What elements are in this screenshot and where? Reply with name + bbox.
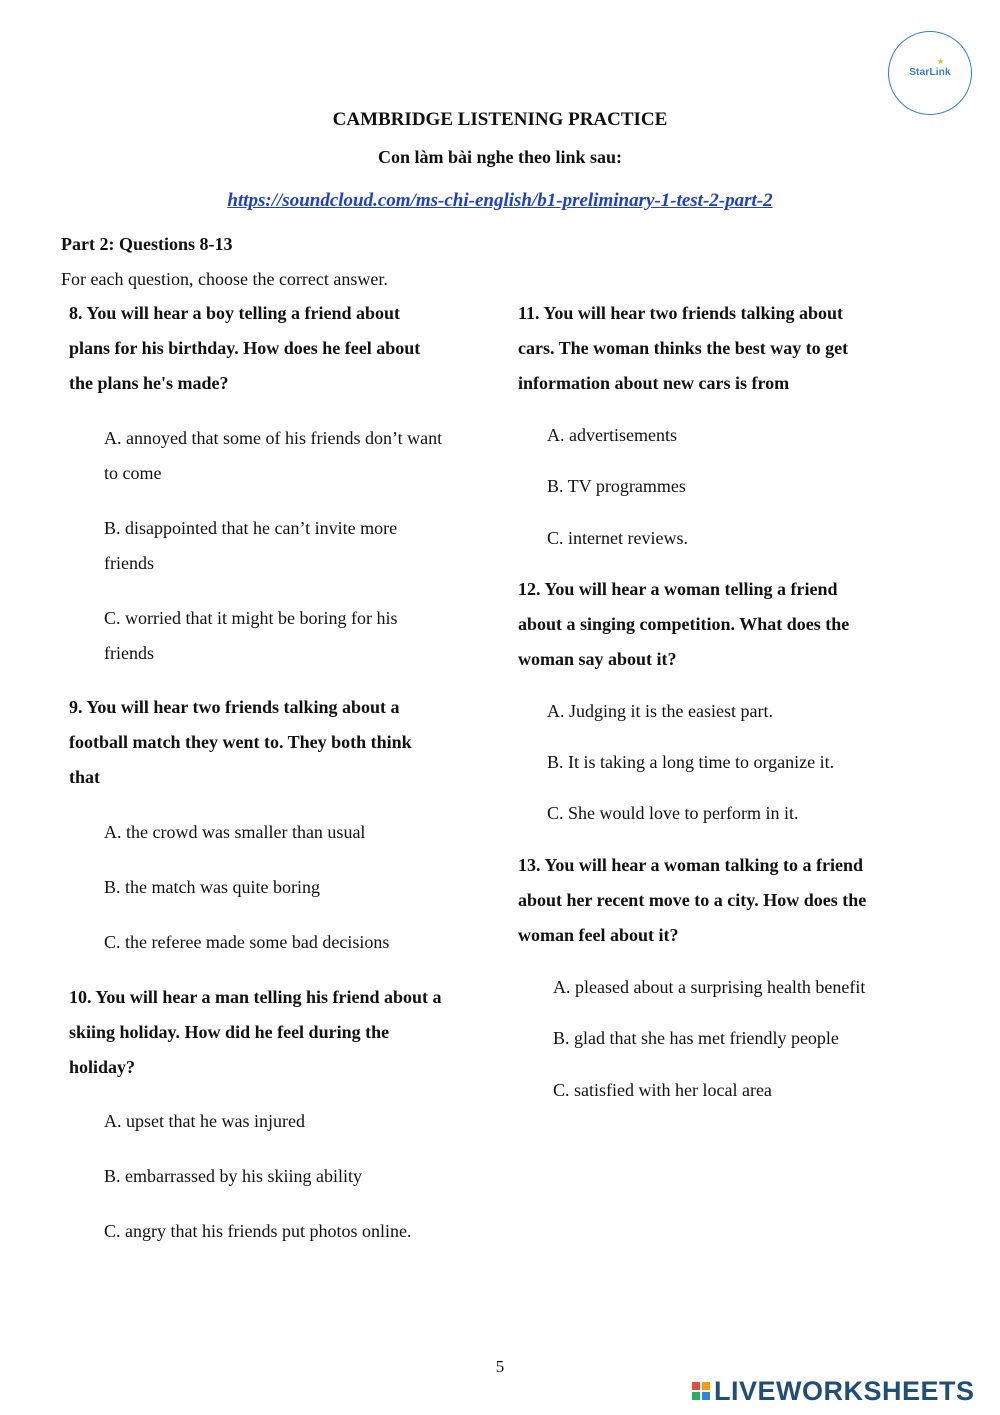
option-line: friends [104, 553, 154, 573]
question-8-stem [69, 296, 509, 401]
option-line: to come [104, 463, 162, 483]
question-9-option-a[interactable]: A. the crowd was smaller than usual [104, 822, 366, 842]
watermark-text: LIVEWORKSHEETS [714, 1375, 975, 1406]
page-number: 5 [495, 1357, 505, 1376]
audio-link[interactable]: https://soundcloud.com/ms-chi-english/b1-preliminary-1-test-2-part-2 [227, 190, 773, 211]
question-10-stem [69, 980, 509, 1085]
stem-line: 10. You will hear a man telling his friend about a [69, 987, 442, 1007]
stem-line: 13. You will hear a woman talking to a friend [518, 855, 864, 875]
stem-line: 12. You will hear a woman telling a friend [518, 579, 838, 599]
stem-line: about her recent move to a city. How does the [518, 890, 867, 910]
liveworksheets-watermark [692, 1374, 975, 1408]
question-13-stem [518, 848, 938, 953]
page-subtitle: Con làm bài nghe theo link sau: [377, 147, 623, 167]
liveworksheets-icon [692, 1382, 710, 1400]
question-13-option-b[interactable]: B. glad that she has met friendly people [553, 1028, 839, 1048]
stem-line: cars. The woman thinks the best way to get [518, 338, 849, 358]
stem-line: woman say about it? [518, 649, 677, 669]
icon-square [702, 1392, 710, 1400]
starlink-logo [888, 31, 972, 115]
option-line: A. annoyed that some of his friends don’t want [104, 428, 443, 448]
option-line: friends [104, 643, 154, 663]
icon-square [692, 1382, 700, 1390]
question-8-option-c[interactable] [104, 601, 504, 671]
question-8-option-a[interactable] [104, 421, 504, 491]
question-9-option-c[interactable]: C. the referee made some bad decisions [104, 932, 390, 952]
question-11-option-a[interactable]: A. advertisements [547, 425, 677, 445]
question-12-option-c[interactable]: C. She would love to perform in it. [547, 803, 799, 823]
stem-line: the plans he's made? [69, 373, 229, 393]
stem-line: plans for his birthday. How does he feel about [69, 338, 421, 358]
star-icon: ★ [937, 57, 945, 66]
question-8 [69, 296, 509, 401]
question-11-stem [518, 296, 938, 401]
stem-line: football match they went to. They both think [69, 732, 412, 752]
stem-line: about a singing competition. What does the [518, 614, 850, 634]
part-instruction: For each question, choose the correct answer. [61, 269, 388, 289]
question-9-option-b[interactable]: B. the match was quite boring [104, 877, 320, 897]
question-13-option-a[interactable]: A. pleased about a surprising health benefit [553, 977, 866, 997]
logo-text: StarLink [909, 67, 951, 78]
icon-square [702, 1382, 710, 1390]
question-12-stem [518, 572, 938, 677]
question-12-option-a[interactable]: A. Judging it is the easiest part. [547, 701, 773, 721]
question-10-option-b[interactable]: B. embarrassed by his skiing ability [104, 1166, 362, 1186]
stem-line: woman feel about it? [518, 925, 679, 945]
stem-line: skiing holiday. How did he feel during the [69, 1022, 390, 1042]
option-line: C. worried that it might be boring for his [104, 608, 398, 628]
question-9-stem [69, 690, 509, 795]
question-10-option-c[interactable]: C. angry that his friends put photos online. [104, 1221, 412, 1241]
question-10-option-a[interactable]: A. upset that he was injured [104, 1111, 305, 1131]
question-8-option-b[interactable] [104, 511, 504, 581]
question-12-option-b[interactable]: B. It is taking a long time to organize it. [547, 752, 835, 772]
question-13-option-c[interactable]: C. satisfied with her local area [553, 1080, 772, 1100]
option-line: B. disappointed that he can’t invite more [104, 518, 398, 538]
stem-line: 8. You will hear a boy telling a friend about [69, 303, 401, 323]
stem-line: 11. You will hear two friends talking about [518, 303, 844, 323]
question-11-option-c[interactable]: C. internet reviews. [547, 528, 688, 548]
stem-line: information about new cars is from [518, 373, 790, 393]
stem-line: holiday? [69, 1057, 136, 1077]
icon-square [692, 1392, 700, 1400]
question-11-option-b[interactable]: B. TV programmes [547, 476, 686, 496]
part-heading: Part 2: Questions 8-13 [61, 234, 233, 254]
stem-line: 9. You will hear two friends talking about a [69, 697, 400, 717]
stem-line: that [69, 767, 100, 787]
page-title: CAMBRIDGE LISTENING PRACTICE [332, 109, 668, 130]
